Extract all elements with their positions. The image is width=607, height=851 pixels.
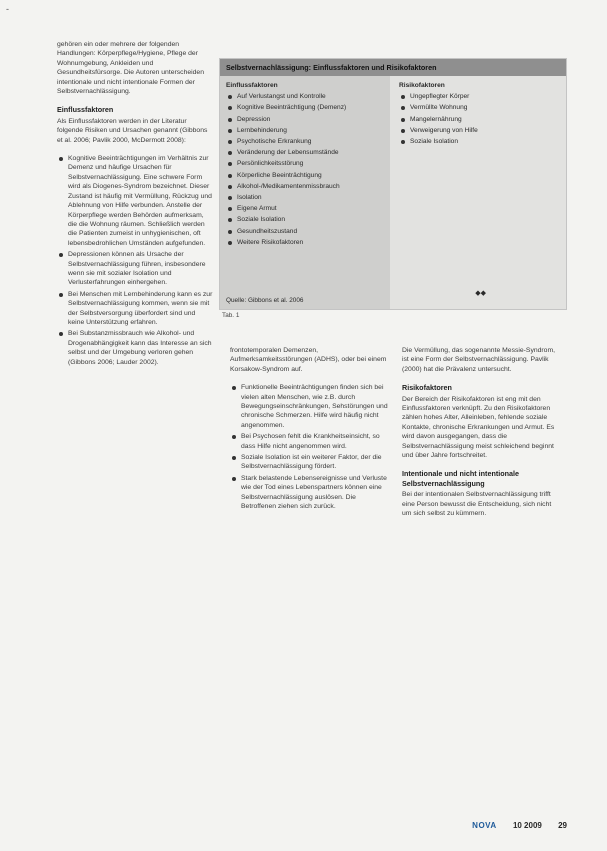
- body-paragraph: Als Einflussfaktoren werden in der Literatur folgende Risiken und Ursachen genannt (Gibbons et al. 2006; Pavlik 2000, McDermott 2008):: [57, 117, 208, 144]
- factors-table: [219, 58, 567, 310]
- section-heading-intentional: Intentionale und nicht intentionale Selbstvernachlässigung: [402, 469, 519, 488]
- section-heading-risikofaktoren: Risikofaktoren: [402, 383, 452, 393]
- corner-mark: -: [6, 4, 9, 14]
- intro-paragraph: gehören ein oder mehrere der folgenden Handlungen: Körperpflege/Hygiene, Pflege der Wohnumgebung, Ankleiden und Gesundheitsfürsorge. Die Autoren unterscheiden intentionale und nicht intentionale Formen der Selbstvernachlässigung.: [57, 41, 204, 96]
- table-item: Ungepflegter Körper: [410, 92, 560, 101]
- bullet-item: Bei Psychosen fehlt die Krankheitseinsicht, so dass Hilfe nicht angenommen wird.: [241, 432, 390, 451]
- table-item: Veränderung der Lebensumstände: [237, 148, 384, 157]
- table-right-heading: Risikofaktoren: [399, 82, 445, 89]
- body-paragraph: Bei der intentionalen Selbstvernachlässigung trifft eine Person bewusst die Entscheidung, sich nicht um sich selbst zu kümmern.: [402, 491, 552, 518]
- middle-column: [230, 346, 390, 514]
- bullet-item: Funktionelle Beeinträchtigungen finden sich bei vielen alten Menschen, wie z.B. durch Bewegungseinschränkungen, Sehstörungen und chronische Schmerzen. Hilfe wird häufig nicht angenommen.: [241, 383, 390, 430]
- table-item: Isolation: [237, 193, 384, 202]
- table-item: Weitere Risikofaktoren: [237, 238, 384, 247]
- table-item: Soziale Isolation: [237, 215, 384, 224]
- issue-label: 10 2009: [512, 821, 542, 830]
- table-left-heading: Einflussfaktoren: [226, 82, 278, 89]
- table-item: Persönlichkeitsstörung: [237, 159, 384, 168]
- bullet-item: Bei Substanzmissbrauch wie Alkohol- und Drogenabhängigkeit kann das Interesse an sich selbst und der Umgebung verloren gehen (Gibbons 2006; Lauder 2002).: [68, 330, 212, 366]
- table-item: Mangelernährung: [410, 115, 560, 124]
- table-item: Auf Verlustangst und Kontrolle: [237, 92, 384, 101]
- table-item: Alkohol-/Medikamentenmissbrauch: [237, 182, 384, 191]
- journal-name: NOVA: [472, 821, 497, 830]
- bullet-list: [230, 383, 390, 511]
- table-item: Soziale Isolation: [410, 137, 560, 146]
- table-title: Selbstvernachlässigung: Einflussfaktoren und Risikofaktoren: [220, 59, 566, 76]
- table-risk-column: [393, 76, 566, 309]
- table-item: Körperliche Beeinträchtigung: [237, 171, 384, 180]
- table-right-list: [399, 92, 560, 146]
- table-item: Depression: [237, 115, 384, 124]
- body-paragraph: Die Vermüllung, das sogenannte Messie-Syndrom, ist eine Form der Selbstvernachlässigung. Pavlik (2000) hat die Prävalenz untersucht.: [402, 347, 556, 373]
- table-item: Vermüllte Wohnung: [410, 103, 560, 112]
- bullet-item: Kognitive Beeinträchtigungen im Verhältnis zur Demenz und häufige Ursachen für Selbstvernachlässigung. Eine schwere Form wird als Diogenes-Syndrom bezeichnet. Dieser Zustand ist häufig mit Vermüllung, Rückzug und Ablehnung von Hilfe verbunden. Anstelle der Körperpflege werden Behörden aufmerksam, die die Wohnung räumen. Schließlich werden die Patienten zumeist in unhygienischen, oft lebensbedrohlichen Umständen aufgefunden.: [68, 155, 212, 247]
- table-item: Lernbehinderung: [237, 126, 384, 135]
- body-paragraph: Der Bereich der Risikofaktoren ist eng mit den Einflussfaktoren verknüpft. Zu den Risikofaktoren zählen hohes Alter, Alleinleben, fehlende soziale Kontakte, chronische Erkrankungen und Armut. Es wird davon ausgegangen, dass die Selbstvernachlässigung meist schleichend beginnt und über Jahre fortschreitet.: [402, 395, 555, 460]
- table-source: Quelle: Gibbons et al. 2006: [226, 296, 304, 304]
- body-paragraph: frontotemporalen Demenzen, Aufmerksamkeitsstörungen (ADHS), oder bei einem Korsakow-Syndrom auf.: [230, 347, 387, 373]
- bullet-item: Stark belastende Lebensereignisse und Verluste wie der Tod eines Lebenspartners können eine Selbstvernachlässigung auslösen. Die Betroffenen ziehen sich zurück.: [241, 474, 390, 512]
- bullet-item: Soziale Isolation ist ein weiterer Faktor, der die Selbstvernachlässigung fördert.: [241, 453, 390, 472]
- table-influence-column: [220, 76, 390, 309]
- table-item: Eigene Armut: [237, 204, 384, 213]
- figure-label: Tab. 1: [222, 312, 240, 319]
- table-item: Verweigerung von Hilfe: [410, 126, 560, 135]
- page-footer: [472, 821, 567, 830]
- bullet-list: [57, 154, 213, 367]
- table-item: Gesundheitszustand: [237, 227, 384, 236]
- right-column: [402, 346, 562, 528]
- table-marks: ◆◆: [475, 290, 486, 297]
- table-item: Kognitive Beeinträchtigung (Demenz): [237, 103, 384, 112]
- table-left-list: [226, 92, 384, 247]
- table-item: Psychotische Erkrankung: [237, 137, 384, 146]
- section-heading-einflussfaktoren: Einflussfaktoren: [57, 105, 114, 115]
- bullet-item: Depressionen können als Ursache der Selbstvernachlässigung führen, insbesondere wenn sie mit sozialer Isolation und Verlusterfahrungen einhergehen.: [68, 250, 213, 288]
- left-column: [57, 40, 213, 369]
- page-number: 29: [558, 821, 567, 830]
- bullet-item: Bei Menschen mit Lernbehinderung kann es zur Selbstvernachlässigung kommen, wenn sie mit der Selbstversorgung überfordert sind und keine Unterstützung erfahren.: [68, 290, 213, 326]
